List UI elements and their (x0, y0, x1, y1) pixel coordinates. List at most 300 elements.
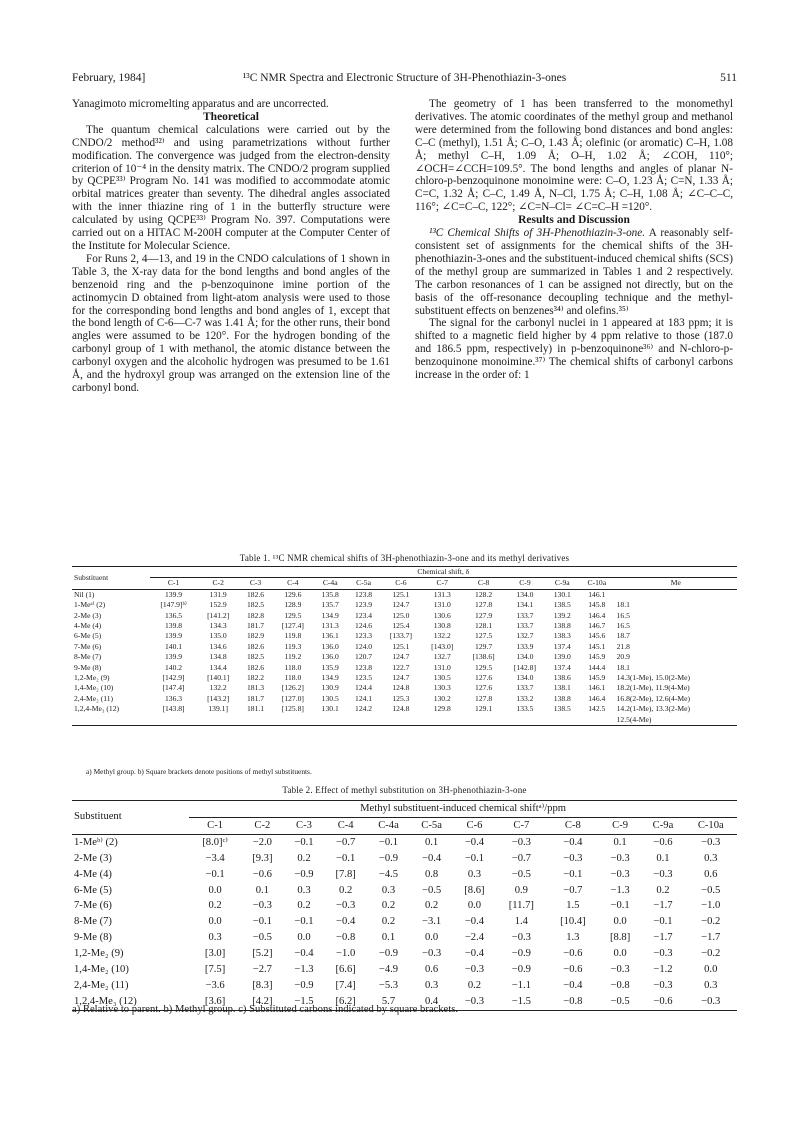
table-row (72, 704, 737, 714)
table-cell: 130.5 (321, 693, 339, 703)
table-cell: −1.0 (701, 900, 721, 912)
table-cell: −0.5 (610, 995, 630, 1007)
table-cell: [3.6] (204, 995, 226, 1007)
table-cell: 145.8 (588, 600, 606, 610)
table-row (72, 946, 737, 962)
column-header: C-6 (453, 817, 496, 834)
table-row (72, 930, 737, 946)
table-row (72, 834, 737, 850)
table-row (72, 642, 737, 652)
table-cell (314, 715, 347, 726)
column-header: C-9a (546, 578, 579, 589)
table-cell: 181.7 (246, 693, 265, 703)
table-cell: 0.2 (297, 900, 311, 912)
table-cell: −0.8 (610, 979, 630, 991)
table-cell: [10.4] (560, 916, 586, 928)
table2 (72, 800, 737, 1011)
table-row (72, 600, 737, 610)
running-header (72, 72, 737, 88)
table-cell: −3.4 (205, 852, 225, 864)
rule-line (72, 726, 737, 727)
table-cell: −0.5 (421, 884, 442, 896)
table-cell: 134.3 (209, 621, 227, 631)
table-cell: 182.5 (246, 652, 265, 662)
table-cell: −4.5 (378, 868, 399, 880)
table-cell: 146.1 (579, 589, 615, 600)
table-cell: 135.9 (321, 662, 339, 672)
table-cell: 125.4 (392, 621, 410, 631)
table-cell: 129.5 (284, 610, 302, 620)
table-cell: −0.4 (336, 916, 356, 928)
table-cell: 128.1 (475, 621, 493, 631)
column-header: C-8 (463, 578, 504, 589)
column-header: C-3 (284, 817, 325, 834)
table-cell: −0.8 (336, 932, 356, 944)
table-cell: −0.8 (563, 995, 583, 1007)
column-header: C-4 (324, 817, 367, 834)
header-row (72, 567, 737, 578)
table-cell: [143.2] (207, 693, 230, 703)
table-row (72, 683, 737, 693)
row-substituent: 7-Me (6) (74, 641, 102, 651)
table-cell: −0.1 (336, 852, 356, 864)
column-header-substituent: Substituent (72, 567, 150, 590)
table-cell: 138.1 (553, 683, 571, 693)
table-cell: [127.4] (281, 621, 304, 631)
row-substituent: 8-Me (7) (74, 916, 112, 928)
column-header: C-7 (422, 578, 463, 589)
table-cell (546, 715, 579, 726)
table-cell: 139.0 (553, 652, 571, 662)
column-header: C-7 (496, 817, 547, 834)
table-cell: 129.1 (475, 704, 493, 714)
table-cell: 20.9 (616, 652, 630, 662)
row-substituent: 9-Me (8) (74, 932, 112, 944)
table-cell: 124.1 (355, 693, 373, 703)
row-substituent: 1,2,4-Me₃ (12) (74, 704, 120, 714)
table-cell: 137.4 (553, 662, 571, 672)
table-cell: [11.7] (508, 900, 534, 912)
table-cell: 132.7 (433, 652, 451, 662)
table-cell: 0.0 (704, 964, 718, 976)
table-cell: [7.5] (204, 964, 226, 976)
table-cell: 134.9 (321, 610, 339, 620)
table-cell: 132.2 (209, 683, 227, 693)
table-cell: 14.3(1-Me), 15.0(2-Me) (616, 673, 690, 683)
table-cell: 18.1 (616, 662, 630, 672)
table-row (72, 611, 737, 621)
table-cell: 0.3 (297, 884, 311, 896)
table-cell: 0.2 (381, 916, 396, 928)
table-cell: 0.6 (704, 868, 718, 880)
table-cell: 125.0 (392, 610, 410, 620)
table-cell: 138.5 (553, 704, 571, 714)
table-cell: 0.1 (255, 884, 269, 896)
table-cell: 0.3 (208, 932, 222, 944)
header-row (72, 801, 737, 818)
table-cell: −5.3 (378, 979, 399, 991)
table-cell: 124.8 (392, 704, 410, 714)
table-cell: −0.6 (252, 868, 272, 880)
table-cell: 118.0 (284, 673, 302, 683)
table-cell: 0.4 (424, 995, 439, 1007)
table-cell: −0.3 (464, 964, 485, 976)
table-row (72, 621, 737, 631)
table-cell: 16.8(2-Me), 12.6(4-Me) (616, 693, 690, 703)
table-cell: 129.8 (433, 704, 451, 714)
column-header: C-9 (504, 578, 545, 589)
table-cell: [141.2] (207, 610, 230, 620)
table-cell: −3.6 (205, 979, 225, 991)
table-cell: [142.8] (513, 662, 537, 672)
table-cell: 120.7 (355, 652, 373, 662)
column-header: C-9 (599, 817, 642, 834)
table-cell: −0.3 (511, 932, 531, 944)
table-cell: 134.1 (516, 600, 534, 610)
table-cell: 182.6 (246, 641, 265, 651)
table-cell: [9.3] (252, 852, 273, 864)
table-cell: 138.8 (553, 621, 571, 631)
table-cell: 124.2 (355, 704, 373, 714)
table-row (72, 914, 737, 930)
table-cell: −0.3 (610, 852, 630, 864)
table-cell: 127.6 (475, 683, 493, 693)
table-cell: −0.3 (421, 948, 442, 960)
table-cell: 127.8 (475, 600, 493, 610)
table-cell: −0.9 (511, 948, 531, 960)
table-cell: 129.6 (272, 589, 313, 600)
table-cell: [6.6] (335, 964, 356, 976)
header-title: ¹³C NMR Spectra and Electronic Structure of 3H-Phenothiazin-3-ones (242, 72, 567, 84)
table-cell: [8.6] (464, 884, 485, 896)
table-cell: −0.5 (511, 868, 531, 880)
table-cell: −0.6 (563, 964, 583, 976)
table-cell: [127.0] (281, 693, 304, 703)
table-cell: −0.9 (378, 948, 399, 960)
table-cell: 137.4 (553, 641, 571, 651)
table-cell (347, 715, 380, 726)
table-cell: 133.5 (516, 704, 534, 714)
table-cell: −2.0 (241, 834, 284, 850)
table-cell: −0.1 (205, 868, 225, 880)
table-cell (150, 715, 198, 726)
table-cell: 130.1 (321, 704, 339, 714)
table-cell: 134.4 (209, 662, 227, 672)
table-cell: 138.5 (553, 600, 571, 610)
table-cell: 139.2 (553, 610, 571, 620)
page-number: 511 (720, 72, 737, 84)
table-cell: 128.9 (284, 600, 302, 610)
table-cell: 18.1 (616, 600, 630, 610)
table-cell: 130.1 (546, 589, 579, 600)
table-cell: [138.6] (472, 652, 495, 662)
table-cell: −0.3 (563, 852, 583, 864)
table-cell: 133.2 (516, 693, 534, 703)
intro-line: Yanagimoto micromelting apparatus and are uncorrected. (72, 98, 329, 110)
column-header: C-2 (241, 817, 284, 834)
table-cell: −0.7 (324, 834, 367, 850)
table-cell: 119.8 (284, 631, 302, 641)
table-cell: 0.0 (208, 916, 222, 928)
table-cell: 123.8 (347, 589, 380, 600)
table-cell: 0.0 (424, 932, 439, 944)
column-header: C-5a (347, 578, 380, 589)
column-header: C-6 (380, 578, 421, 589)
table-cell: −0.6 (641, 834, 684, 850)
table-cell: 145.9 (588, 652, 606, 662)
table-cell: 144.4 (588, 662, 606, 672)
table-cell: −0.9 (511, 964, 531, 976)
column-group-header: Methyl substituent-induced chemical shiftᵃ⁾/ppm (189, 801, 737, 818)
table-cell (272, 715, 313, 726)
table-cell: 181.7 (246, 621, 265, 631)
table-cell: 0.2 (381, 900, 396, 912)
table-cell: −0.3 (685, 834, 737, 850)
table-cell: [5.2] (252, 948, 273, 960)
column-header: C-1 (189, 817, 241, 834)
table-cell: −0.1 (563, 868, 583, 880)
table-cell: 182.2 (246, 673, 265, 683)
column-header: C-4a (314, 578, 347, 589)
row-substituent: 4-Me (4) (74, 868, 112, 880)
table-cell: 0.3 (704, 852, 718, 864)
table-cell: −0.6 (563, 948, 583, 960)
row-substituent: 9-Me (8) (74, 662, 102, 672)
table-cell: 130.5 (433, 673, 451, 683)
table-cell: −3.1 (421, 916, 442, 928)
table-cell: 0.1 (410, 834, 453, 850)
table-cell: 130.2 (433, 693, 451, 703)
table-cell: [133.7] (389, 631, 412, 641)
table-cell: −0.3 (610, 964, 630, 976)
table-cell: 125.1 (380, 589, 421, 600)
table-row (72, 962, 737, 978)
table-cell: 145.1 (588, 641, 606, 651)
table-cell: [8.3] (252, 979, 273, 991)
table-cell: −0.3 (336, 900, 356, 912)
table-cell: 136.5 (164, 610, 183, 620)
table-cell: [3.0] (204, 948, 226, 960)
table-cell: 139.1] (208, 704, 228, 714)
table-cell: −0.4 (547, 834, 599, 850)
table-cell: 119.2 (284, 652, 302, 662)
table-cell: 5.7 (381, 995, 396, 1007)
table-cell: 182.9 (246, 631, 265, 641)
table-cell: 0.2 (656, 884, 670, 896)
table-cell: 124.6 (355, 621, 373, 631)
table-cell: 0.3 (467, 868, 482, 880)
table-cell: 124.7 (392, 673, 410, 683)
table-cell: −0.2 (701, 916, 721, 928)
table-cell: −0.1 (294, 916, 314, 928)
table-cell: −1.2 (653, 964, 673, 976)
column-header-substituent: Substituent (72, 801, 189, 835)
table-cell: −2.7 (252, 964, 272, 976)
table-cell: 1.3 (566, 932, 580, 944)
table-cell: [4.2] (252, 995, 273, 1007)
table-cell: 146.7 (588, 621, 606, 631)
table-cell: 134.6 (209, 641, 227, 651)
column-header: C-10a (579, 578, 615, 589)
table-cell: −1.7 (653, 900, 673, 912)
table-cell (463, 715, 504, 726)
table-row (72, 673, 737, 683)
table-cell: −0.9 (294, 868, 314, 880)
table-cell: [143.8] (162, 704, 185, 714)
table-cell: 16.5 (616, 621, 630, 631)
table-cell: 124.4 (355, 683, 373, 693)
table-cell: 18.2(1-Me), 11.9(4-Me) (616, 683, 690, 693)
table-cell: −0.3 (701, 995, 721, 1007)
row-substituent: 1,2-Me₂ (9) (74, 673, 110, 683)
table-cell: 146.4 (588, 693, 606, 703)
table-cell: [143.0] (431, 641, 454, 651)
table-cell: −0.6 (653, 995, 673, 1007)
table-cell: 123.8 (355, 662, 373, 672)
column-header: C-3 (239, 578, 272, 589)
table-cell: [6.2] (335, 995, 356, 1007)
table-cell: −0.5 (701, 884, 721, 896)
table-cell: [125.8] (281, 704, 304, 714)
table-cell: −0.3 (653, 979, 673, 991)
table-cell: −1.3 (610, 884, 630, 896)
table-cell: [8.8] (609, 932, 631, 944)
table-row (72, 652, 737, 662)
table-cell: −0.4 (464, 948, 485, 960)
table-cell: 134.9 (321, 673, 339, 683)
table-cell: 0.9 (514, 884, 528, 896)
table-cell: −1.1 (511, 979, 531, 991)
table-cell: 136.0 (321, 641, 339, 651)
table-cell: 0.3 (381, 884, 396, 896)
column-header: C-4a (367, 817, 410, 834)
table-cell: −0.1 (284, 834, 325, 850)
table1-footnote: a) Methyl group. b) Square brackets denote positions of methyl substituents. (86, 767, 312, 776)
table-cell: −1.5 (294, 995, 314, 1007)
table-cell: −0.1 (610, 900, 630, 912)
table-cell: 136.3 (164, 693, 183, 703)
table-cell: 136.1 (321, 631, 339, 641)
row-substituent: 2,4-Me₂ (11) (74, 979, 129, 991)
table-cell: −1.0 (336, 948, 356, 960)
table-cell: 136.0 (321, 652, 339, 662)
table-cell: 124.8 (392, 683, 410, 693)
table-cell: 133.9 (516, 641, 534, 651)
table-cell: 140.1 (164, 641, 183, 651)
table-row (72, 589, 737, 600)
table-cell: 0.3 (424, 979, 439, 991)
table-cell: 130.8 (433, 621, 451, 631)
table-cell: −0.1 (367, 834, 410, 850)
paragraph: The signal for the carbonyl nuclei in 1 appeared at 183 ppm; it is shifted to a magnetic field higher by 4 ppm relative to those (187.0 and 186.5 ppm, respectively) in p-benzoquinone³⁶⁾ and N-chloro-p-benzoquinone monoimine.³⁷⁾ The chemical shifts of carbonyl carbons increase in the order of: 1 (415, 317, 733, 382)
table-cell: 0.8 (424, 868, 439, 880)
table-cell: 127.8 (475, 693, 493, 703)
subsection-heading: ¹³C Chemical Shifts of 3H-Phenothiazin-3-one. (429, 227, 646, 240)
table-cell: −0.4 (453, 834, 496, 850)
table-cell: 131.3 (321, 621, 339, 631)
table-cell: 131.3 (422, 589, 463, 600)
bottom-rule (72, 726, 737, 727)
row-substituent: 2-Me (3) (74, 610, 102, 620)
table-cell: −1.7 (701, 932, 721, 944)
table-cell: [147.4] (162, 683, 185, 693)
table-row (72, 694, 737, 704)
table-cell: [147.9]ᵇ⁾ (160, 600, 187, 610)
table-cell: 140.2 (164, 662, 183, 672)
row-substituent: 6-Me (5) (74, 884, 112, 896)
paragraph (415, 227, 733, 317)
table-cell: 134.0 (516, 673, 534, 683)
table1 (72, 566, 737, 726)
table-cell: 0.1 (599, 834, 642, 850)
table-cell: −0.2 (701, 948, 721, 960)
table-cell (239, 715, 272, 726)
column-header: C-8 (547, 817, 599, 834)
paragraph: For Runs 2, 4—13, and 19 in the CNDO calculations of 1 shown in Table 3, the X-ray data for the bond lengths and bond angles of the benzenoid ring and the p-benzoquinone imine portion of the actinomycin D obtained from light-atom analysis were used to those for the corresponding bond lengths and bond angles of 1, except that the bond length of C-6—C-7 was 1.41 Å; for the other runs, their bond angles were assumed to be 120°. For the hydrogen bonding of the carbonyl group of 1 with methanol, the atomic distance between the carbonyl oxygen and the alcoholic hydrogen was presumed to be 1.61 Å, and the hydroxyl group was arranged on the extension line of the carbonyl bond. (72, 252, 390, 394)
table-cell: 0.0 (208, 884, 222, 896)
row-substituent: 1,4-Me₂ (10) (74, 683, 114, 693)
table-cell: −0.3 (464, 995, 485, 1007)
table-cell: 124.7 (392, 652, 410, 662)
table-cell (615, 589, 737, 600)
table-cell: 181.1 (246, 704, 265, 714)
table-cell: 125.1 (392, 641, 410, 651)
row-substituent: 8-Me (7) (74, 652, 102, 662)
table-row (72, 867, 737, 883)
table-cell: 0.3 (704, 979, 718, 991)
table-cell: 135.7 (321, 600, 339, 610)
table-cell: 129.5 (475, 662, 493, 672)
table-cell: 135.0 (209, 631, 227, 641)
row-substituent: 1-Meᵇ⁾ (2) (72, 834, 189, 850)
table-cell: 0.0 (613, 916, 627, 928)
column-header: C-5a (410, 817, 453, 834)
table-cell: 134.0 (504, 589, 545, 600)
paragraph-text: A reasonably self-consistent set of assignments for the chemical shifts of the 3H-phenothiazin-3-ones and the substituent-induced chemical shifts (SCS) of the methyl group are summarized in Tables 1 and 2 respectively. The carbon resonances of 1 can be assigned not directly, but on the basis of the off-resonance decoupling technique and the methyl-substituent effects on benzenes³⁴⁾ and olefins.³⁵⁾ (415, 227, 733, 317)
table-cell: [8.0]ᶜ⁾ (189, 834, 241, 850)
table-cell: 118.0 (284, 662, 302, 672)
table-cell: 152.9 (209, 600, 227, 610)
table-cell: −1.7 (653, 932, 673, 944)
table-cell: 14.2(1-Me), 13.3(2-Me) (616, 704, 690, 714)
table-cell: −0.1 (252, 916, 272, 928)
table-cell: −0.5 (252, 932, 272, 944)
table-cell: 132.7 (516, 631, 534, 641)
table-cell: −0.4 (294, 948, 314, 960)
table-cell: −0.3 (496, 834, 547, 850)
left-column (72, 98, 390, 395)
table-cell: −0.4 (464, 916, 485, 928)
table-cell: 131.9 (198, 589, 239, 600)
table2-footnote: a) Relative to parent. b) Methyl group. c) Substituted carbons indicated by square brackets. (72, 1004, 458, 1015)
table-cell: 0.2 (208, 900, 222, 912)
table-cell: 145.6 (588, 631, 606, 641)
table-cell: −4.9 (378, 964, 399, 976)
row-substituent: 1,4-Me₂ (10) (74, 964, 129, 976)
table-cell: −0.7 (563, 884, 583, 896)
table-cell: 123.4 (355, 610, 373, 620)
table-cell: 1.4 (514, 916, 528, 928)
table-cell: −0.4 (421, 852, 442, 864)
table-cell: 0.2 (297, 852, 311, 864)
table-cell: 133.7 (516, 683, 534, 693)
table-cell: 12.5(4-Me) (616, 714, 652, 724)
header-row (72, 578, 737, 589)
table-row (72, 631, 737, 641)
table-cell: [142.9] (162, 673, 185, 683)
table-cell: −1.3 (294, 964, 314, 976)
table-cell: 182.6 (239, 589, 272, 600)
